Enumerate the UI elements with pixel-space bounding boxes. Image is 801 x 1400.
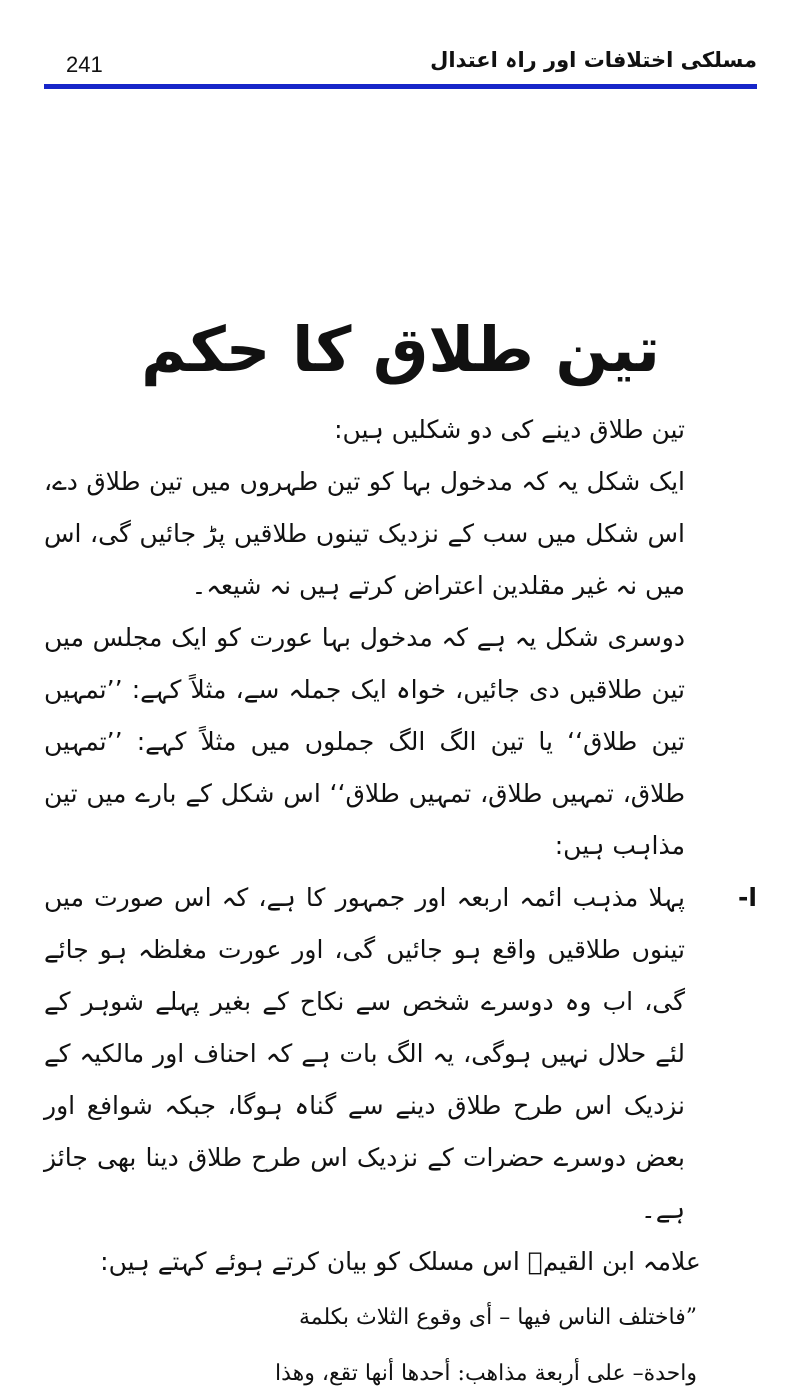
item-number: ا- [738, 883, 757, 912]
paragraph-second-form: دوسری شکل یہ ہے کہ مدخول بہا عورت کو ایک مجلس میں تین طلاقیں دی جائیں، خواہ ایک جملہ سے، مثلاً کہے: ’’تمہیں تین طلاق‘‘ یا تین الگ الگ جملوں میں مثلاً کہے: ’’تمہیں طلاق، تمہیں طلاق، تمہیں طلاق‘‘ اس شکل کے بارے میں تین مذاہب ہیں: [44, 623, 685, 860]
paragraph-first-form: ایک شکل یہ کہ مدخول بہا کو تین طہروں میں تین طلاق دے، اس شکل میں سب کے نزدیک تینوں طلاقیں پڑ جائیں گی، اس میں نہ غیر مقلدین اعتراض کرتے ہیں نہ شیعہ۔ [44, 467, 685, 600]
quote-introduction: علامہ ابن القیمؒ اس مسلک کو بیان کرتے ہوئے کہتے ہیں: [100, 1247, 701, 1276]
numbered-item-1 [44, 872, 757, 1236]
arabic-quote-line-1: ”فاختلف الناس فيها – أى وقوع الثلاث بكلمة [298, 1305, 697, 1330]
chapter-title: تین طلاق کا حکم [141, 313, 660, 386]
page-header [44, 46, 757, 84]
item-text: پہلا مذہب ائمہ اربعہ اور جمہور کا ہے، کہ اس صورت میں تینوں طلاقیں واقع ہو جائیں گی، اور عورت مغلظہ ہو جائے گی، اب وہ دوسرے شخص سے نکاح کے بغیر پہلے شوہر کے لئے حلال نہیں ہوگی، یہ الگ بات ہے کہ احناف اور مالکیہ کے نزدیک اس طرح طلاق دینے سے گناہ ہوگا، جبکہ شوافع اور بعض دوسرے حضرات کے نزدیک اس طرح طلاق دینا بھی جائز ہے۔ [44, 883, 685, 1224]
arabic-quote-line-2: واحدة– على أربعة مذاهب: أحدها أنها تقع، وهذا [274, 1361, 697, 1386]
page-number: 241 [66, 52, 103, 77]
page-content [44, 300, 757, 1400]
running-title: مسلکی اختلافات اور راہ اعتدال [430, 48, 757, 72]
header-divider [44, 84, 757, 89]
intro-paragraph: تین طلاق دینے کی دو شکلیں ہیں: [334, 415, 685, 444]
